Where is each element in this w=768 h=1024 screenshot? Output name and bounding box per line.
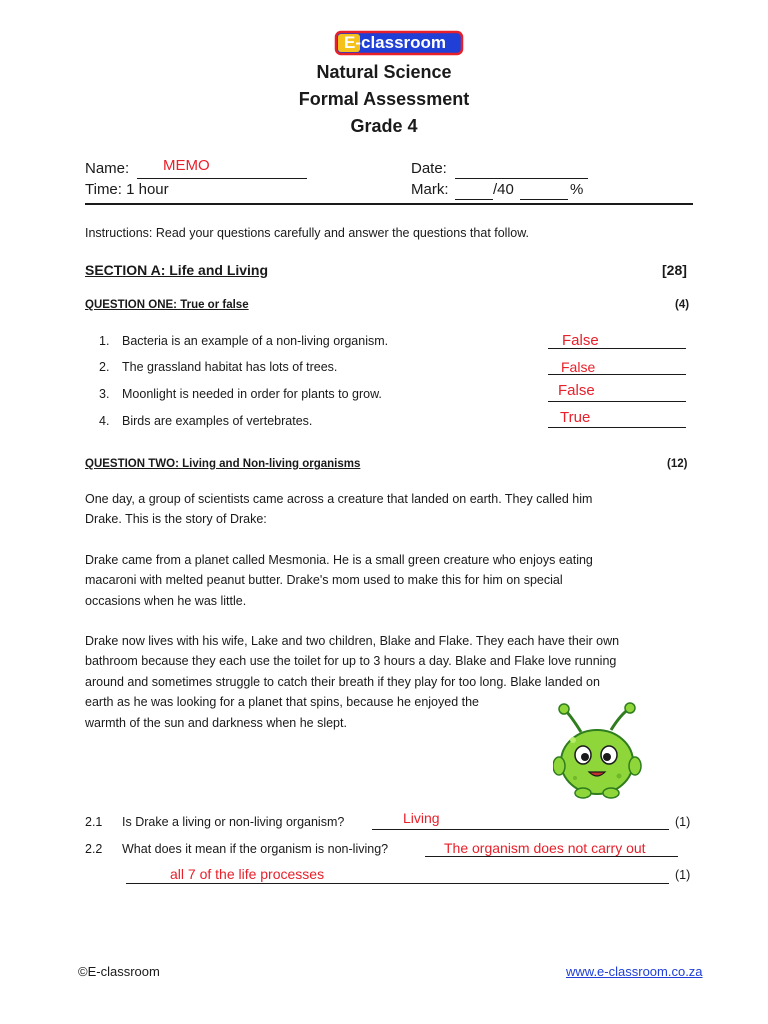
- q1-answer: True: [560, 409, 591, 426]
- q2-paragraph-3: bathroom because they each use the toilet for up to 3 hours a day. Blake and Flake love running: [85, 654, 617, 668]
- q1-item-text: Birds are examples of vertebrates.: [122, 414, 313, 428]
- header-divider: [85, 203, 693, 205]
- q1-item-num: 2.: [99, 360, 110, 374]
- q1-title: QUESTION ONE: True or false: [85, 299, 249, 311]
- title-line-2: Formal Assessment: [298, 89, 470, 109]
- logo: [334, 28, 464, 58]
- q2-title: QUESTION TWO: Living and Non-living organisms: [85, 458, 361, 470]
- q1-answer-line[interactable]: [548, 401, 686, 402]
- date-line[interactable]: [455, 178, 588, 179]
- q2-paragraph-1: One day, a group of scientists came across a creature that landed on earth. They called him: [85, 492, 593, 506]
- mark-label: Mark:: [411, 181, 449, 198]
- mark-line-2[interactable]: [520, 199, 568, 200]
- q2-1-marks: (1): [675, 815, 691, 829]
- date-label: Date:: [411, 160, 447, 177]
- q1-answer: False: [561, 359, 596, 375]
- q1-item-text: Bacteria is an example of a non-living organism.: [122, 334, 389, 348]
- q2-paragraph-2: Drake came from a planet called Mesmonia. He is a small green creature who enjoys eating: [85, 553, 593, 567]
- q1-item-text: The grassland habitat has lots of trees.: [122, 360, 338, 374]
- q1-answer: False: [562, 332, 599, 349]
- q1-answer-line[interactable]: [548, 427, 686, 428]
- q1-item-text: Moonlight is needed in order for plants to grow.: [122, 387, 382, 401]
- q2-2-num: 2.2: [85, 842, 103, 856]
- name-answer: MEMO: [163, 157, 210, 174]
- q2-2-answer-line[interactable]: [425, 856, 678, 857]
- logo-text: E-classroom: [344, 33, 447, 52]
- mark-total: /40: [493, 181, 514, 198]
- footer-copyright: ©E-classroom: [78, 964, 160, 979]
- name-line[interactable]: [137, 178, 307, 179]
- mark-line-1[interactable]: [455, 199, 493, 200]
- section-a-title: SECTION A: Life and Living: [85, 262, 269, 278]
- name-label: Name:: [85, 160, 130, 177]
- q2-paragraph-2: occasions when he was little.: [85, 594, 247, 608]
- q2-paragraph-3: warmth of the sun and darkness when he slept.: [85, 716, 347, 730]
- q2-marks: (12): [667, 458, 688, 470]
- q1-item-num: 3.: [99, 387, 110, 401]
- q1-item-num: 1.: [99, 334, 110, 348]
- q1-item-num: 4.: [99, 414, 110, 428]
- q2-paragraph-3: around and sometimes struggle to catch their breath if they play for too long. Blake landed on: [85, 675, 600, 689]
- footer-website-link[interactable]: www.e-classroom.co.za: [566, 964, 703, 979]
- q2-2-answer: The organism does not carry out: [444, 840, 646, 856]
- q1-answer: False: [558, 382, 595, 399]
- time-label: Time: 1 hour: [85, 181, 169, 198]
- q2-paragraph-1: Drake. This is the story of Drake:: [85, 512, 267, 526]
- q2-paragraph-3: Drake now lives with his wife, Lake and two children, Blake and Flake. They each have their own: [85, 634, 620, 648]
- instructions: Instructions: Read your questions carefully and answer the questions that follow.: [85, 226, 530, 240]
- q1-marks: (4): [675, 299, 690, 311]
- mark-percent: %: [570, 181, 584, 198]
- q2-1-answer-line[interactable]: [372, 829, 669, 830]
- q2-1-text: Is Drake a living or non-living organism?: [122, 815, 345, 829]
- alien-creature-illustration: [553, 700, 643, 800]
- q2-paragraph-3: earth as he was looking for a planet that spins, because he enjoyed the: [85, 695, 480, 709]
- q2-2-answer-line-2[interactable]: [126, 883, 669, 884]
- title-line-3: Grade 4: [350, 116, 418, 136]
- q2-paragraph-2: macaroni with melted peanut butter. Drake's mom used to make this for him on special: [85, 573, 563, 587]
- q2-2-text: What does it mean if the organism is non-living?: [122, 842, 389, 856]
- q2-2-answer-continued: all 7 of the life processes: [170, 866, 325, 882]
- q2-1-answer: Living: [403, 810, 440, 826]
- section-a-marks: [28]: [662, 262, 687, 278]
- title-line-1: Natural Science: [316, 62, 452, 82]
- q2-1-num: 2.1: [85, 815, 103, 829]
- q2-2-marks: (1): [675, 868, 691, 882]
